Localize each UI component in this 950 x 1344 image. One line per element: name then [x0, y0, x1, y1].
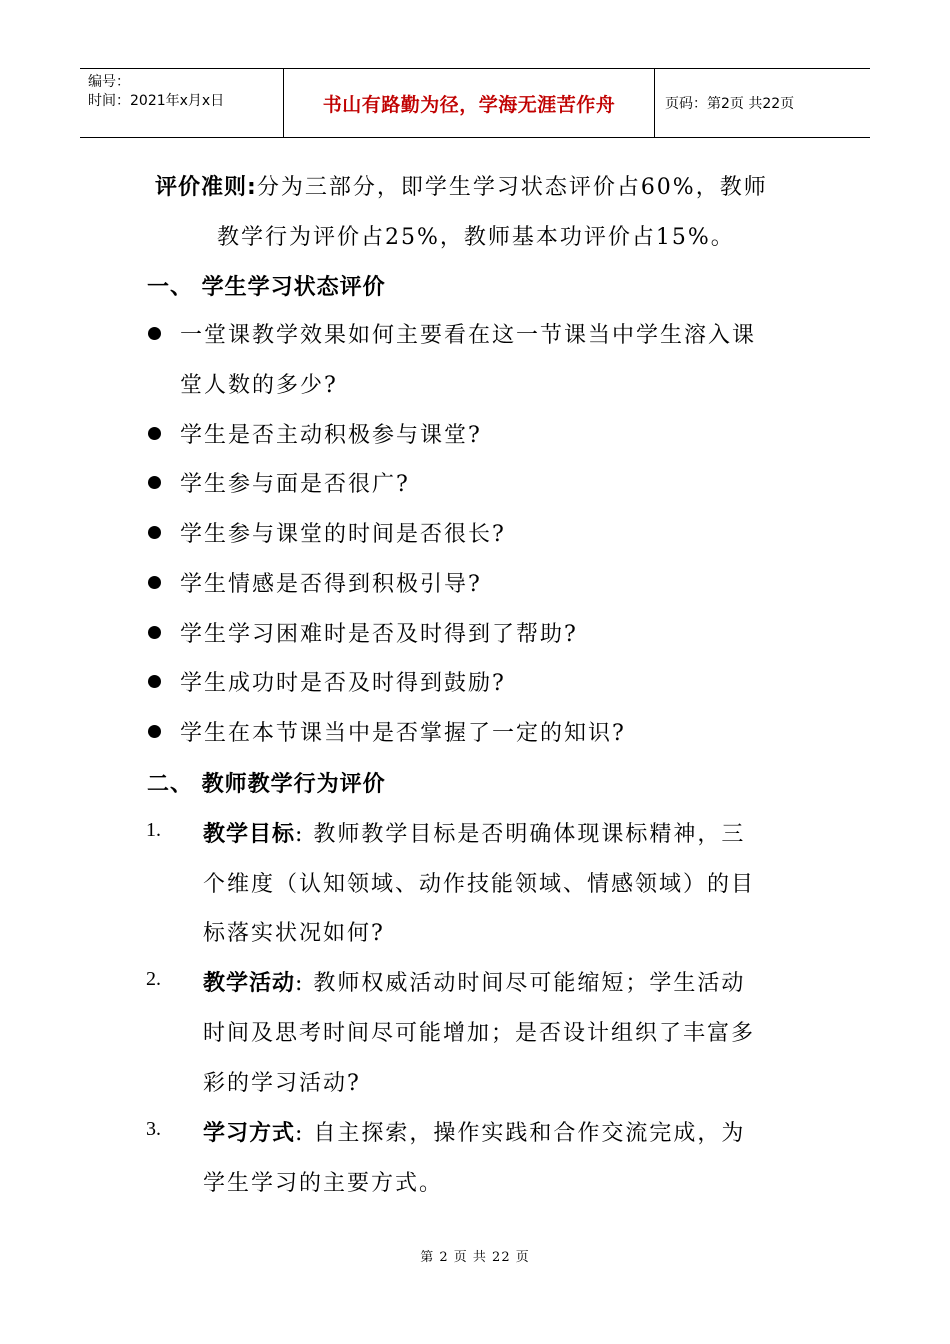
bullet-item-6: 学生学习困难时是否及时得到了帮助?: [180, 622, 578, 647]
header-motto: 书山有路勤为径，学海无涯苦作舟: [284, 69, 655, 137]
bullet-item-2: 学生是否主动积极参与课堂?: [180, 423, 482, 448]
bullet-item-5: 学生情感是否得到积极引导?: [180, 572, 482, 597]
header-page-info: 页码：第2页 共22页: [665, 96, 795, 112]
bullet-icon: [148, 476, 161, 489]
criteria-line-2: 教学行为评价占25%，教师基本功评价占15%。: [217, 225, 735, 250]
item-2-line-1: [203, 966, 745, 997]
bullet-item-7: 学生成功时是否及时得到鼓励?: [180, 671, 506, 696]
item-term: 学习方式: [203, 1121, 296, 1146]
item-2-line-2: 时间及思考时间尽可能增加；是否设计组织了丰富多: [203, 1021, 756, 1046]
item-text: : 教师权威活动时间尽可能缩短；学生活动: [295, 971, 746, 996]
time-label: 时间：2021年x月x日: [88, 93, 225, 109]
item-3-line-2: 学生学习的主要方式。: [203, 1171, 444, 1196]
section1-heading: 一、 学生学习状态评价: [147, 275, 386, 300]
section2-heading: 二、 教师教学行为评价: [147, 772, 386, 797]
bullet-icon: [148, 626, 161, 639]
item-number: 1.: [146, 819, 161, 841]
bullet-icon: [148, 725, 161, 738]
bullet-item-3: 学生参与面是否很广?: [180, 472, 410, 497]
item-3-line-1: [203, 1116, 745, 1147]
criteria-line-1: [155, 170, 768, 201]
item-1-line-3: 标落实状况如何?: [203, 921, 385, 946]
item-term: 教学活动: [203, 971, 296, 996]
bullet-item-8: 学生在本节课当中是否掌握了一定的知识?: [180, 721, 626, 746]
bullet-icon: [148, 327, 161, 340]
bullet-icon: [148, 526, 161, 539]
code-label: 编号：: [88, 74, 130, 90]
bullet-item-1-line-1: 一堂课教学效果如何主要看在这一节课当中学生溶入课: [180, 323, 757, 348]
criteria-label: 评价准则:: [155, 175, 257, 200]
bullet-icon: [148, 576, 161, 589]
item-number: 2.: [146, 968, 161, 990]
page-footer: 第 2 页 共 22 页: [420, 1250, 530, 1265]
bullet-item-1-line-2: 堂人数的多少?: [180, 373, 338, 398]
item-term: 教学目标: [203, 822, 296, 847]
document-header: [80, 68, 870, 138]
item-2-line-3: 彩的学习活动?: [203, 1071, 361, 1096]
bullet-item-4: 学生参与课堂的时间是否很长?: [180, 522, 506, 547]
header-meta: [80, 69, 284, 137]
item-1-line-1: [203, 817, 745, 848]
criteria-text-1: 分为三部分，即学生学习状态评价占60%，教师: [256, 175, 768, 200]
item-1-line-2: 个维度（认知领域、动作技能领域、情感领域）的目: [203, 872, 756, 897]
bullet-icon: [148, 427, 161, 440]
bullet-icon: [148, 675, 161, 688]
item-number: 3.: [146, 1118, 161, 1140]
item-text: : 自主探索，操作实践和合作交流完成，为: [295, 1121, 746, 1146]
item-text: : 教师教学目标是否明确体现课标精神，三: [295, 822, 746, 847]
